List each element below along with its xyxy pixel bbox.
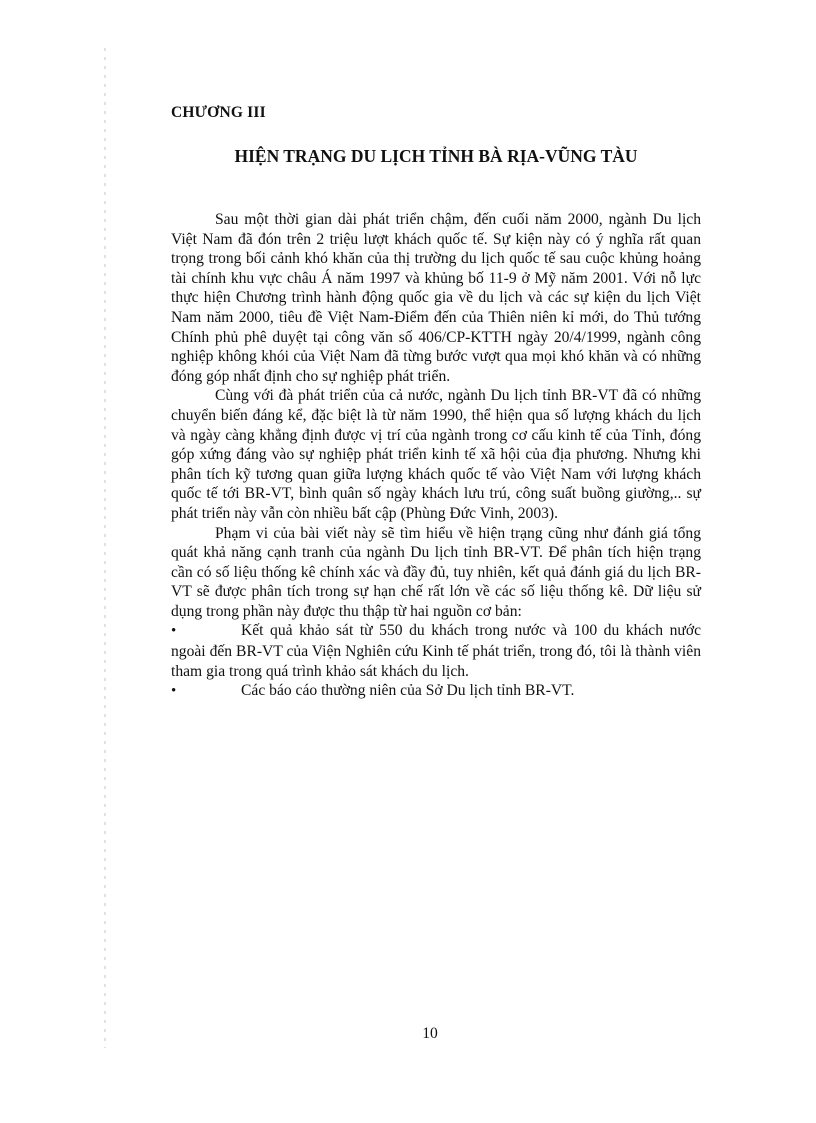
page-number: 10 xyxy=(422,1025,438,1042)
paragraph-2: Cùng với đà phát triển của cả nước, ngành Du lịch tỉnh BR-VT đã có những chuyển biến đáng kể, đặc biệt là từ năm 1990, thể hiện qua số lượng khách du lịch và ngày càng khẳng định được vị trí của ngành trong cơ cấu kinh tế của Tỉnh, đóng góp xứng đáng vào sự nghiệp phát triển kinh tế xã hội của địa phương. Nhưng khi phân tích kỹ tương quan giữa lượng khách quốc tế vào Việt Nam với lượng khách quốc tế tới BR-VT, bình quân số ngày khách lưu trú, công suất buồng giường,.. sự phát triển này vẫn còn nhiều bất cập (Phùng Đức Vinh, 2003). xyxy=(171,387,701,522)
paragraph-1: Sau một thời gian dài phát triển chậm, đến cuối năm 2000, ngành Du lịch Việt Nam đã đón trên 2 triệu lượt khách quốc tế. Sự kiện này có ý nghĩa rất quan trọng trong bối cảnh khó khăn của thị trường du lịch quốc tế sau cuộc khủng hoảng tài chính khu vực châu Á năm 1997 và khủng bố 11-9 ở Mỹ năm 2001. Với nỗ lực thực hiện Chương trình hành động quốc gia về du lịch và các sự kiện du lịch Việt Nam năm 2000, tiêu đề Việt Nam-Điểm đến của Thiên niên kỉ mới, do Thủ tướng Chính phủ phê duyệt tại công văn số 406/CP-KTTH ngày 20/4/1999, ngành công nghiệp không khói của Việt Nam đã từng bước vượt qua mọi khó khăn và có những đóng góp nhất định cho sự nghiệp phát triển. xyxy=(171,211,701,385)
scan-binding-edge xyxy=(104,48,106,1048)
bullet-item xyxy=(171,621,701,681)
chapter-label: CHƯƠNG III xyxy=(171,104,266,121)
body-text xyxy=(171,210,701,702)
bullet-text: Các báo cáo thường niên của Sở Du lịch tỉnh BR-VT. xyxy=(241,682,575,700)
bullet-symbol: • xyxy=(171,623,177,640)
bullet-item xyxy=(171,681,701,702)
bullet-text: Kết quả khảo sát từ 550 du khách trong nước và 100 du khách nước ngoài đến BR-VT của Viện Nghiên cứu Kinh tế phát triển, trong đó, tôi là thành viên tham gia trong quá trình khảo sát khách du lịch. xyxy=(171,622,701,680)
chapter-title: HIỆN TRẠNG DU LỊCH TỈNH BÀ RỊA-VŨNG TÀU xyxy=(234,146,638,166)
paragraph-3: Phạm vi của bài viết này sẽ tìm hiểu về hiện trạng cũng như đánh giá tổng quát khả năng cạnh tranh của ngành Du lịch tỉnh BR-VT. Để phân tích hiện trạng cần có số liệu thống kê chính xác và đầy đủ, tuy nhiên, kết quả đánh giá du lịch BR-VT sẽ được phân tích trong sự hạn chế rất lớn về các số liệu thống kê. Dữ liệu sử dụng trong phần này được thu thập từ hai nguồn cơ bản: xyxy=(171,524,701,620)
bullet-symbol: • xyxy=(171,683,177,700)
